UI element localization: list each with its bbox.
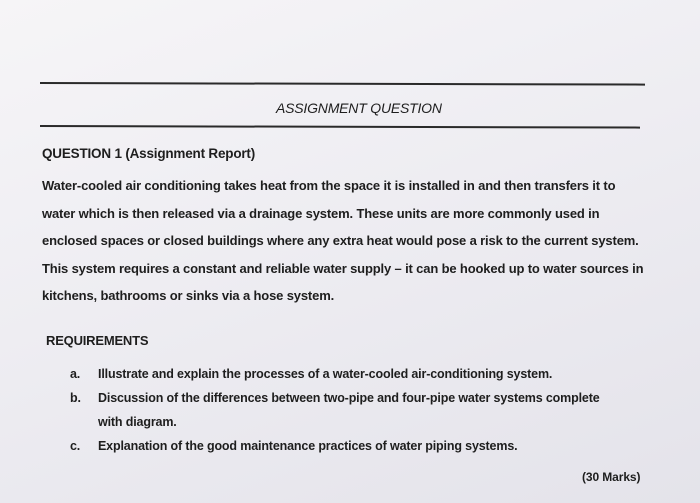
paragraph-line: This system requires a constant and reliable water supply – it can be hooked up to water sources in [42, 260, 644, 276]
list-marker: b. [70, 391, 81, 405]
requirement-text: Explanation of the good maintenance practices of water piping systems. [98, 439, 518, 453]
marks-label: (30 Marks) [582, 470, 641, 484]
list-marker: a. [70, 367, 81, 381]
requirement-item-b [70, 386, 670, 434]
question-paragraph [42, 172, 682, 310]
requirement-text: with diagram. [98, 415, 177, 429]
top-rule [40, 82, 645, 86]
requirements-list [70, 362, 670, 458]
requirement-text: Discussion of the differences between two-pipe and four-pipe water systems complete [98, 391, 600, 405]
paragraph-line: water which is then released via a drainage system. These units are more commonly used in [42, 205, 600, 221]
requirement-text: Illustrate and explain the processes of a water-cooled air-conditioning system. [98, 367, 553, 381]
question-title: QUESTION 1 (Assignment Report) [42, 146, 256, 161]
paragraph-line: Water-cooled air conditioning takes heat from the space it is installed in and then transfers it to [42, 178, 616, 193]
paragraph-line: enclosed spaces or closed buildings where any extra heat would pose a risk to the current system. [42, 233, 639, 249]
requirement-item-a [70, 362, 670, 386]
bottom-rule [40, 125, 640, 129]
requirement-item-c [70, 434, 670, 458]
assignment-heading: ASSIGNMENT QUESTION [276, 100, 442, 116]
paragraph-line: kitchens, bathrooms or sinks via a hose system. [42, 288, 335, 304]
list-marker: c. [70, 439, 81, 453]
requirements-title: REQUIREMENTS [46, 333, 149, 348]
